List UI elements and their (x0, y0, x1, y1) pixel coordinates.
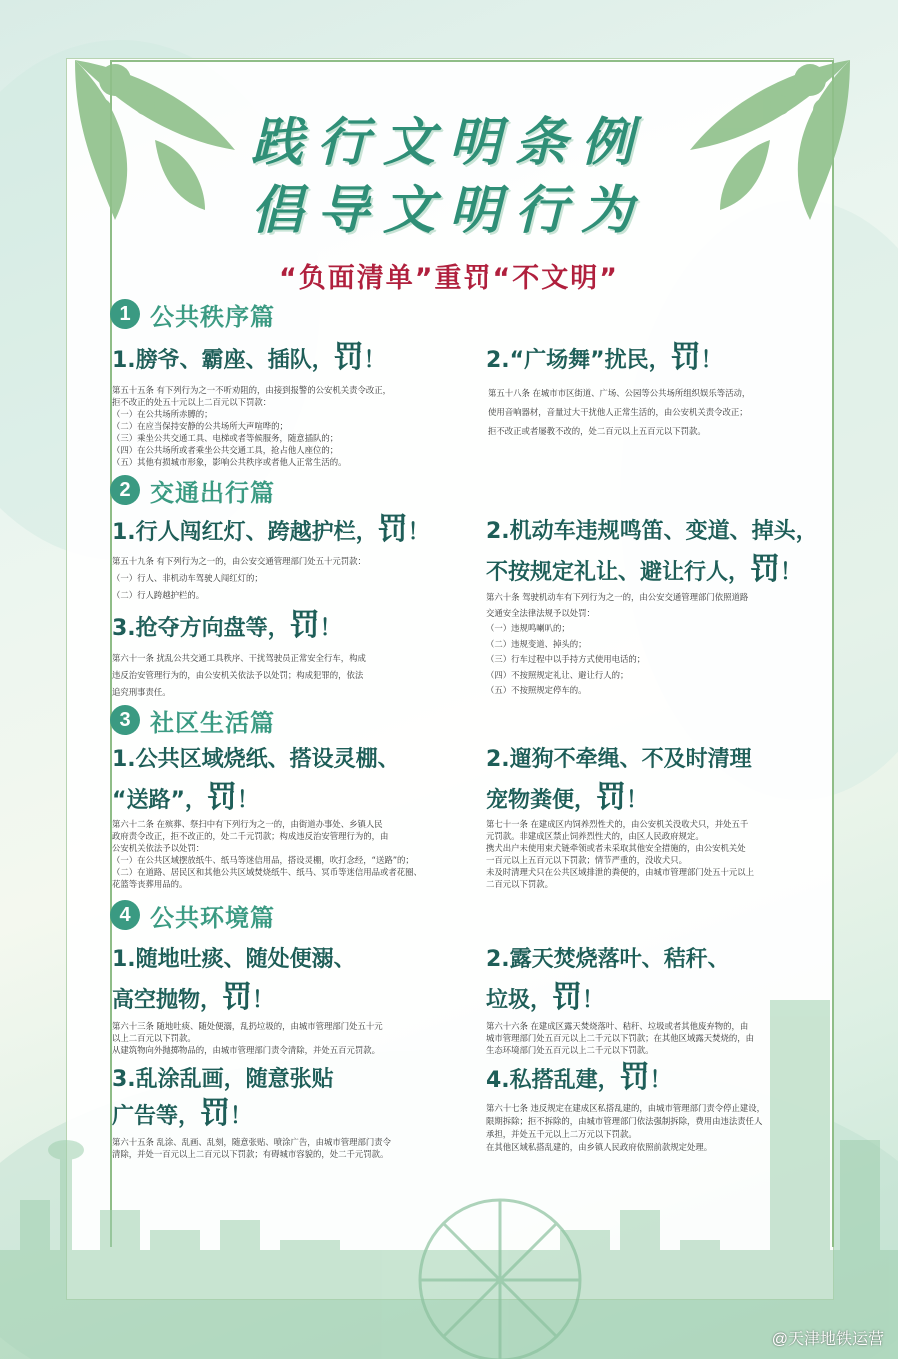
item-title: 1.公共区域烧纸、搭设灵棚、 (112, 747, 400, 772)
title-line-2: 倡导文明行为 (250, 180, 647, 241)
section-header-3 (110, 703, 275, 737)
item-title-cont: 垃圾，罚！ (486, 980, 605, 1015)
law-text: 第六十五条 乱涂、乱画、乱刻，随意张贴、喷涂广告，由城市管理部门责令 清除，并处一百元以上二百元以下罚款；有碍城市容貌的，处二千元罚款。 (112, 1137, 392, 1159)
section-header-4 (110, 898, 275, 932)
city-skyline-illustration (0, 1000, 898, 1359)
law-text: 第七十一条 在建成区内饲养烈性犬的，由公安机关没收犬只，并处五千 元罚款。非建成区禁止饲养烈性犬的，由区人民政府规定。 携犬出户未使用束犬链牵领或者未采取其他安全措施的，由公安机关处 一百元以上五百元以下罚款；情节严重的，没收犬只。 未及时清理犬只在公共区域排泄的粪便的，由城市管理部门处五十元以上 二百元以下罚款。 (486, 819, 754, 889)
item-title: 3.乱涂乱画，随意张贴 (112, 1067, 334, 1092)
section-title: 公共秩序篇 (150, 302, 275, 331)
weibo-watermark: @天津地铁运营 (771, 1331, 884, 1348)
item-title: 2.遛狗不牵绳、不及时清理 (486, 747, 752, 772)
law-text: 第五十九条 有下列行为之一的，由公安交通管理部门处五十元罚款： （一）行人、非机动车驾驶人闯红灯的； （二）行人跨越护栏的。 (112, 556, 366, 600)
item-title: 4.私搭乱建，罚！ (486, 1060, 672, 1095)
item-title: 2.机动车违规鸣笛、变道、掉头， (486, 519, 818, 544)
law-text: 第五十五条 有下列行为之一不听劝阻的，由接到报警的公安机关责令改正， 拒不改正的处五十元以上二百元以下罚款： （一）在公共场所赤膊的； （二）在应当保持安静的公共场所大声喧哗的； （三）乘坐公共交通工具、电梯或者等候服务，随意插队的； （四）在公共场所或者乘坐公共交通工具，抢占他人座位的； （五）其他有损城市形象，影响公共秩序或者他人正常生活的。 (112, 385, 392, 467)
law-text: 第六十七条 违反规定在建成区私搭乱建的，由城市管理部门责令停止建设， 限期拆除；拒不拆除的，由城市管理部门依法强制拆除，费用由违法责任人 承担，并处五千元以上二万元以下罚款。 在其他区域私搭乱建的，由乡镇人民政府依照前款规定处理。 (486, 1103, 766, 1152)
item-title: 2.露天焚烧落叶、秸秆、 (486, 947, 730, 972)
law-text: 第六十条 驾驶机动车有下列行为之一的，由公安交通管理部门依照道路 交通安全法律法规予以处罚： （一）违规鸣喇叭的； （二）违规变道、掉头的； （三）行车过程中以手持方式使用电话的； （四）不按照规定礼让、避让行人的； （五）不按照规定停车的。 (486, 592, 749, 695)
item-title: 1.行人闯红灯、跨越护栏，罚！ (112, 512, 430, 547)
item-title-cont: 宠物粪便，罚！ (486, 780, 649, 815)
section-number: 2 (110, 475, 140, 505)
law-text: 第五十八条 在城市市区街道、广场、公园等公共场所组织娱乐等活动， 使用音响器材，音量过大干扰他人正常生活的，由公安机关责令改正； 拒不改正或者屡教不改的，处二百元以上五百元以下罚款。 (488, 388, 751, 436)
item-title-cont: 高空抛物，罚！ (112, 980, 275, 1015)
item-title-cont: 广告等，罚！ (112, 1096, 253, 1131)
section-title: 社区生活篇 (150, 708, 275, 737)
section-number: 1 (110, 299, 140, 329)
item-title-cont: 不按规定礼让、避让行人，罚！ (486, 552, 803, 587)
item-title-cont: “送路”，罚！ (112, 780, 259, 815)
section-number: 3 (110, 705, 140, 735)
law-text: 第六十三条 随地吐痰、随处便溺，乱扔垃圾的，由城市管理部门处五十元 以上二百元以下罚款。 从建筑物向外抛掷物品的，由城市管理部门责令清除，并处五百元罚款。 (112, 1021, 383, 1055)
law-text: 第六十一条 扰乱公共交通工具秩序、干扰驾驶员正常安全行车，构成 违反治安管理行为的，由公安机关依法予以处罚；构成犯罪的，依法 追究刑事责任。 (112, 653, 366, 697)
law-text: 第六十六条 在建成区露天焚烧落叶、秸秆、垃圾或者其他废弃物的，由 城市管理部门处五百元以上二千元以下罚款；在其他区域露天焚烧的，由 生态环境部门处五百元以上二千元以下罚款。 (486, 1021, 754, 1055)
item-title: 1.随地吐痰、随处便溺、 (112, 947, 356, 972)
law-text: 第六十二条 在殡葬、祭扫中有下列行为之一的，由街道办事处、乡镇人民 政府责令改正，拒不改正的，处二千元罚款；构成违反治安管理行为的，由 公安机关依法予以处罚： （一）在公共区域摆放纸牛、纸马等迷信用品，搭设灵棚，吹打念经，“送路”的； （二）在道路、居民区和其他公共区域焚烧纸牛、纸马、冥币等迷信用品或者花圈、 花篮等丧葬用品的。 (112, 819, 422, 889)
section-title: 公共环境篇 (150, 903, 275, 932)
section-number: 4 (110, 900, 140, 930)
item-title: 3.抢夺方向盘等，罚！ (112, 608, 342, 643)
section-title: 交通出行篇 (150, 478, 275, 507)
item-title: 2.“广场舞”扰民，罚！ (486, 340, 723, 375)
section-header-2 (110, 473, 275, 507)
title-line-1: 践行文明条例 (250, 112, 647, 173)
item-title: 1.膀爷、霸座、插队，罚！ (112, 340, 386, 375)
subtitle: “负面清单”重罚“不文明” (279, 263, 619, 294)
section-header-1 (110, 297, 275, 331)
